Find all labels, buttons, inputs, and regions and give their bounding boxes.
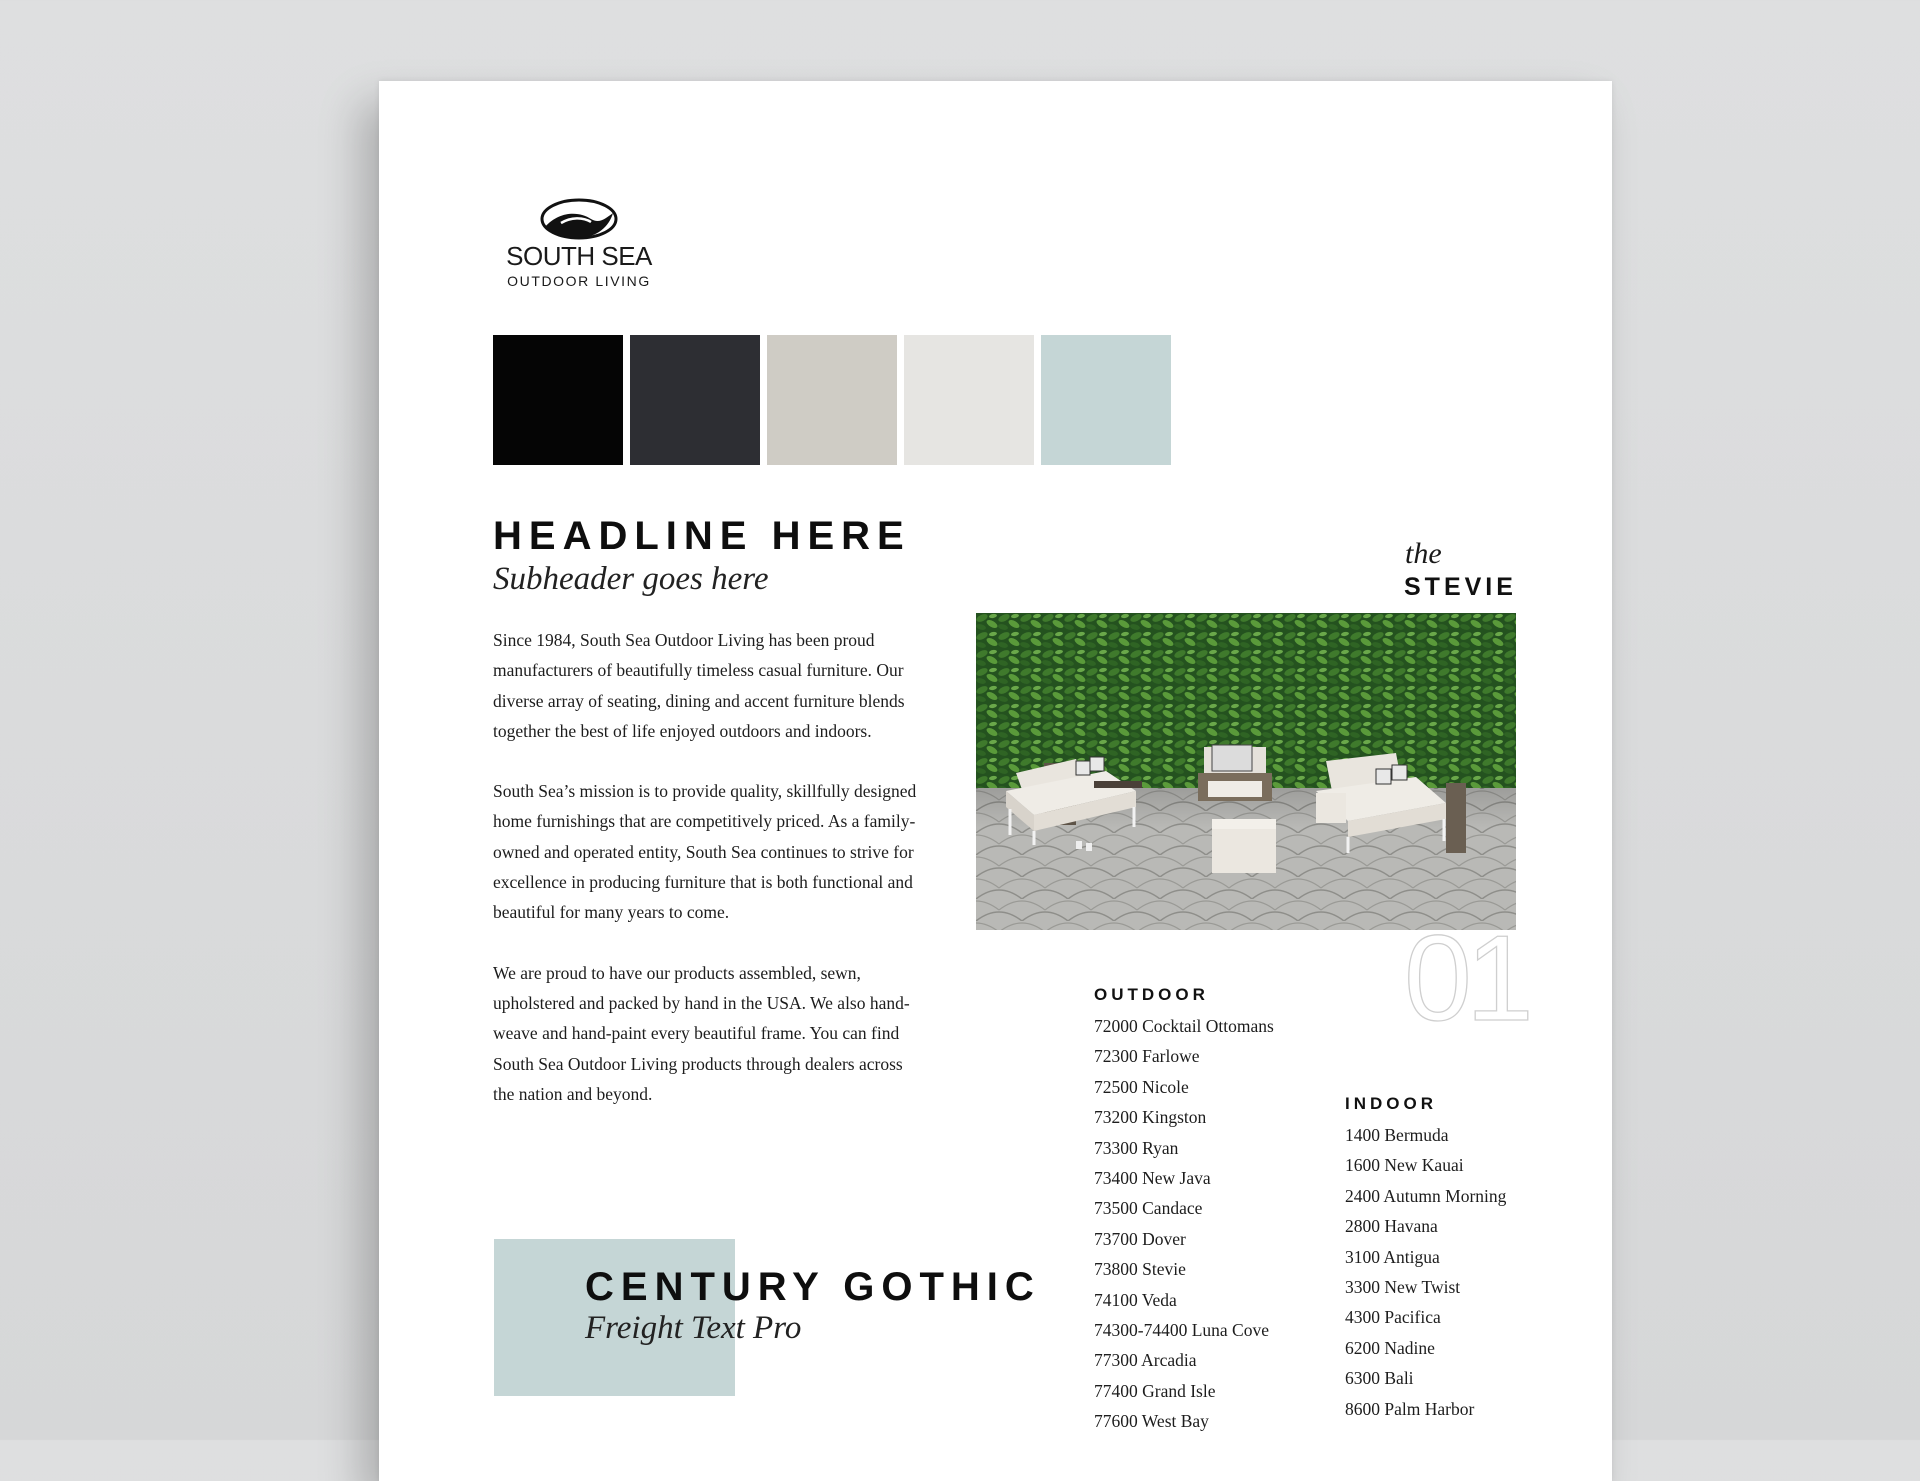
list-item: 72500 Nicole <box>1094 1076 1189 1097</box>
list-item: 74100 Veda <box>1094 1289 1177 1310</box>
list-item: 73400 New Java <box>1094 1168 1211 1189</box>
product-photo <box>976 613 1516 930</box>
product-name: STEVIE <box>1404 573 1517 601</box>
list-item: 73500 Candace <box>1094 1198 1203 1219</box>
body-copy <box>493 625 923 1139</box>
wave-logo-icon <box>539 197 619 241</box>
patio-furniture-image <box>976 613 1516 930</box>
logo-tagline: OUTDOOR LIVING <box>507 273 651 289</box>
indoor-list <box>1345 1120 1506 1424</box>
list-item: 1600 New Kauai <box>1345 1155 1464 1176</box>
list-item: 6300 Bali <box>1345 1368 1414 1389</box>
list-item: 74300-74400 Luna Cove <box>1094 1320 1269 1341</box>
outdoor-list <box>1094 1011 1274 1437</box>
list-item: 3100 Antigua <box>1345 1246 1440 1267</box>
list-item: 1400 Bermuda <box>1345 1125 1449 1145</box>
list-item: 77300 Arcadia <box>1094 1350 1197 1371</box>
swatch-charcoal <box>630 335 760 465</box>
body-paragraph: South Sea’s mission is to provide quality, skillfully designed home furnishings that are competitively priced. As a family-owned and operated entity, South Sea continues to strive for excellence in producing furniture that is both functional and beautiful for many years to come. <box>493 781 917 923</box>
list-item: 3300 New Twist <box>1345 1277 1461 1298</box>
secondary-font-name: Freight Text Pro <box>585 1310 802 1346</box>
list-item: 2400 Autumn Morning <box>1345 1185 1507 1206</box>
indoor-heading: INDOOR <box>1345 1094 1437 1113</box>
list-item: 73700 Dover <box>1094 1228 1186 1249</box>
body-paragraph: Since 1984, South Sea Outdoor Living has been proud manufacturers of beautifully timeless casual furniture. Our diverse array of seating, dining and accent furniture blends together the best of life enjoyed outdoors and indoors. <box>493 630 905 741</box>
outdoor-heading: OUTDOOR <box>1094 985 1209 1004</box>
swatch-warm-gray <box>767 335 897 465</box>
list-item: 72000 Cocktail Ottomans <box>1094 1016 1274 1036</box>
primary-font-name: CENTURY GOTHIC <box>585 1265 1041 1309</box>
list-item: 77400 Grand Isle <box>1094 1380 1216 1401</box>
list-item: 2800 Havana <box>1345 1216 1438 1237</box>
list-item: 77600 West Bay <box>1094 1411 1209 1432</box>
body-paragraph: We are proud to have our products assembled, sewn, upholstered and packed by hand in the USA. We also hand-weave and hand-paint every beautiful frame. You can find South Sea Outdoor Living products through dealers across the nation and beyond. <box>493 962 910 1104</box>
headline: HEADLINE HERE <box>493 514 911 558</box>
list-item: 73300 Ryan <box>1094 1137 1179 1158</box>
product-number: 01 <box>1404 910 1528 1046</box>
brand-sheet <box>379 81 1612 1481</box>
swatch-black <box>493 335 623 465</box>
list-item: 72300 Farlowe <box>1094 1046 1200 1067</box>
list-item: 73200 Kingston <box>1094 1107 1207 1128</box>
swatch-pale-blue <box>1041 335 1171 465</box>
logo-name: SOUTH SEA <box>506 241 652 271</box>
product-article: the <box>1405 537 1442 570</box>
list-item: 6200 Nadine <box>1345 1337 1435 1358</box>
brand-logo <box>499 197 659 297</box>
list-item: 8600 Palm Harbor <box>1345 1398 1475 1419</box>
list-item: 4300 Pacifica <box>1345 1307 1441 1328</box>
subheader: Subheader goes here <box>493 561 769 597</box>
swatch-light-gray <box>904 335 1034 465</box>
list-item: 73800 Stevie <box>1094 1259 1186 1280</box>
